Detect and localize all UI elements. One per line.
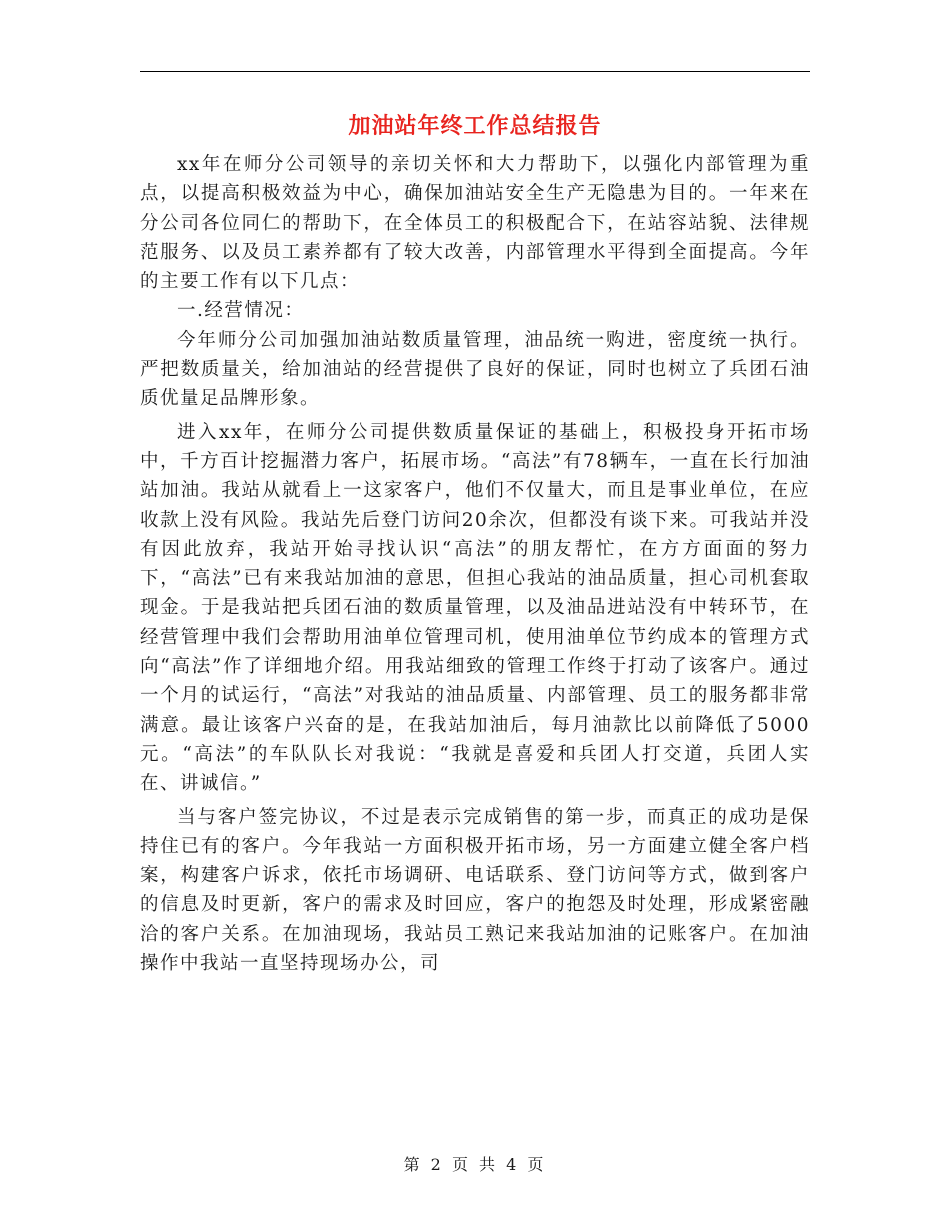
paragraph-quality-management: 今年师分公司加强加油站数质量管理，油品统一购进，密度统一执行。严把数质量关，给加油站的经营提供了良好的保证，同时也树立了兵团石油质优量足品牌形象。 bbox=[140, 329, 810, 410]
document-title: 加油站年终工作总结报告 bbox=[348, 113, 602, 139]
header-rule bbox=[140, 71, 810, 72]
section-heading-operations: 一.经营情况： bbox=[177, 300, 305, 322]
page-number-footer: 第 2 页 共 4 页 bbox=[403, 1155, 547, 1174]
paragraph-market-expansion: 进入xx年，在师分公司提供数质量保证的基础上，积极投身开拓市场中，千方百计挖掘潜力客户，拓展市场。“高法”有78辆车，一直在长行加油站加油。我站从就看上一这家客户，他们不仅量大，而且是事业单位，在应收款上没有风险。我站先后登门访问20余次，但都没有谈下来。可我站并没有因此放弃，我站开始寻找认识“高法”的朋友帮忙，在方方面面的努力下，“高法”已有来我站加油的意思，但担心我站的油品质量，担心司机套取现金。于是我站把兵团石油的数质量管理，以及油品进站没有中转环节，在经营管理中我们会帮助用油单位管理司机，使用油单位节约成本的管理方式向“高法”作了详细地介绍。用我站细致的管理工作终于打动了该客户。通过一个月的试运行，“高法”对我站的油品质量、内部管理、员工的服务都非常满意。最让该客户兴奋的是，在我站加油后，每月油款比以前降低了5000元。“高法”的车队队长对我说：“我就是喜爱和兵团人打交道，兵团人实在、讲诚信。” bbox=[140, 421, 810, 795]
document-body bbox=[140, 150, 810, 978]
paragraph-customer-retention: 当与客户签完协议，不过是表示完成销售的第一步，而真正的成功是保持住已有的客户。今年我站一方面积极开拓市场，另一方面建立健全客户档案，构建客户诉求，依托市场调研、电话联系、登门访问等方式，做到客户的信息及时更新，客户的需求及时回应，客户的抱怨及时处理，形成紧密融洽的客户关系。在加油现场，我站员工熟记来我站加油的记账客户。在加油操作中我站一直坚持现场办公，司 bbox=[140, 806, 810, 975]
paragraph-intro: xx年在师分公司领导的亲切关怀和大力帮助下，以强化内部管理为重点，以提高积极效益为中心，确保加油站安全生产无隐患为目的。一年来在分公司各位同仁的帮助下，在全体员工的积极配合下，在站容站貌、法律规范服务、以及员工素养都有了较大改善，内部管理水平得到全面提高。今年的主要工作有以下几点： bbox=[140, 154, 810, 293]
